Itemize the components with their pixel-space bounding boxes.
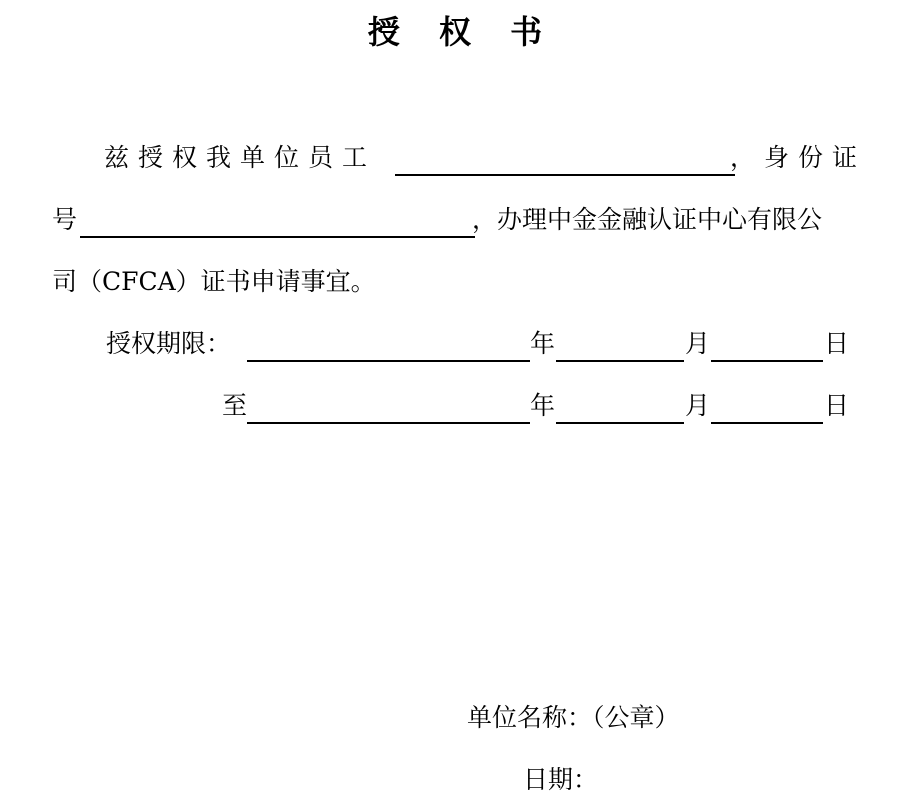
end-day-blank[interactable] <box>711 422 823 424</box>
start-year-label: 年 <box>530 329 556 358</box>
end-day-label: 日 <box>824 391 850 420</box>
start-day-label: 日 <box>824 329 850 358</box>
end-month-label: 月 <box>685 391 711 420</box>
start-month-label: 月 <box>685 329 711 358</box>
start-year-blank[interactable] <box>247 360 530 362</box>
document-title: 授 权 书 <box>367 13 557 51</box>
period-to-label: 至 <box>222 391 248 420</box>
organization-name-label: 单位名称：（公章） <box>467 703 680 732</box>
end-year-label: 年 <box>530 391 556 420</box>
purpose-text: ，办理中金金融认证中心有限公 <box>472 205 823 234</box>
start-day-blank[interactable] <box>711 360 823 362</box>
date-label: 日期： <box>523 765 599 794</box>
purpose-text-continued: 司（CFCA）证书申请事宜。 <box>52 267 376 296</box>
end-year-blank[interactable] <box>247 422 530 424</box>
employee-name-blank[interactable] <box>395 174 735 176</box>
employee-intro-text: 兹授权我单位员工 <box>104 143 377 172</box>
end-month-blank[interactable] <box>556 422 684 424</box>
id-number-label-start: ，身份证 <box>730 143 867 172</box>
id-number-blank[interactable] <box>80 236 475 238</box>
start-month-blank[interactable] <box>556 360 684 362</box>
id-number-label-end: 号 <box>52 205 78 234</box>
period-label: 授权期限： <box>106 329 232 358</box>
